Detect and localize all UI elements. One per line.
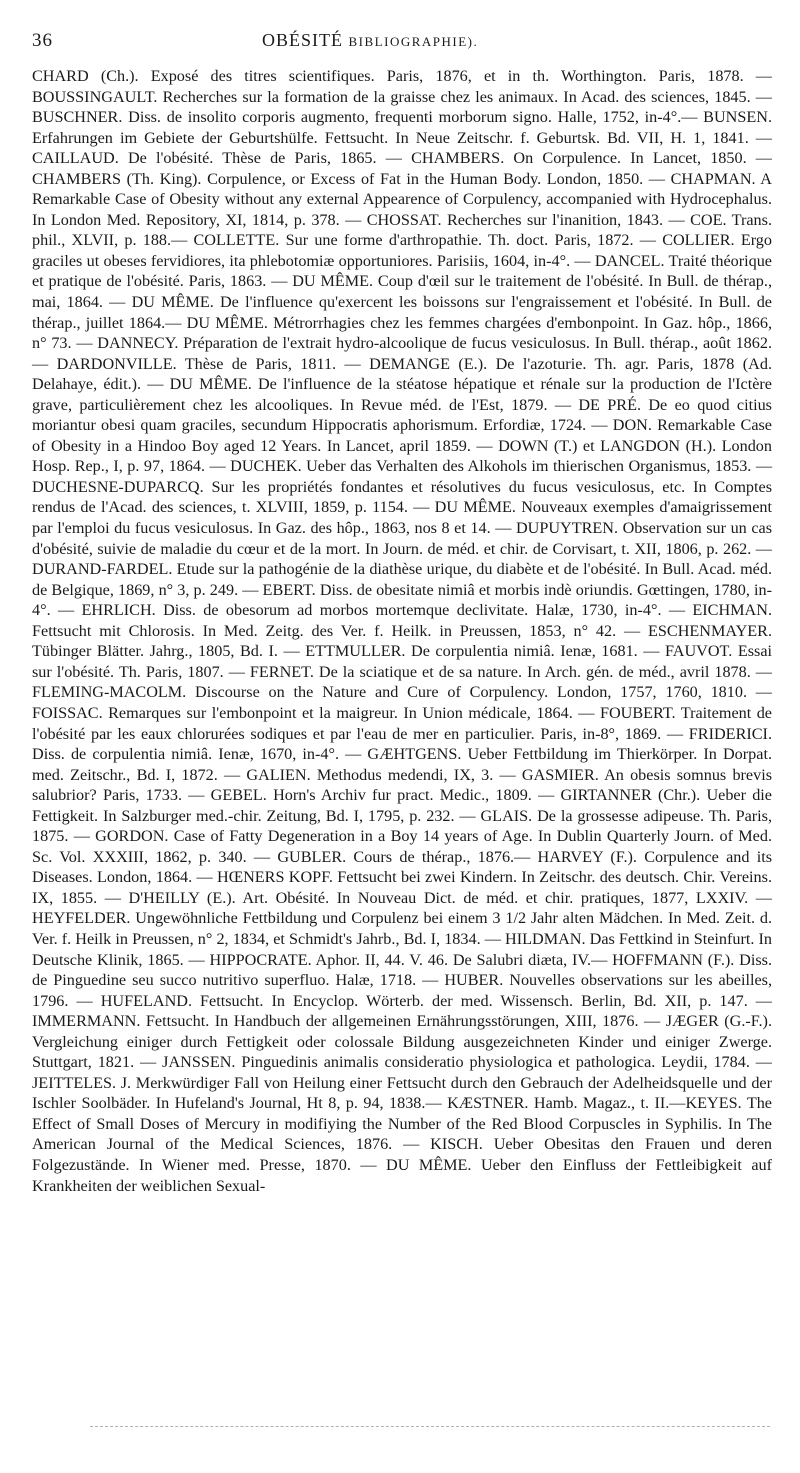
- running-title-main: OBÉSITÉ: [262, 30, 343, 50]
- page: [32, 26, 772, 1195]
- footer-rule: [90, 1426, 770, 1429]
- bibliography-text: [32, 66, 772, 1196]
- running-header: [32, 26, 772, 58]
- bibliography-paragraph: CHARD (Ch.). Exposé des titres scientifiques. Paris, 1876, et in th. Worthington. Paris, 1878. — BOUSSINGAULT. Recherches sur la formation de la graisse chez les animaux. In Acad. des sciences, 1845. — BUSCHNER. Diss. de insolito corporis augmento, frequenti morborum signo. Halle, 1752, in-4°.— BUNSEN. Erfahrungen im Gebiete der Geburtshülfe. Fettsucht. In Neue Zeitschr. f. Geburtsk. Bd. VII, H. 1, 1841. — CAILLAUD. De l'obésité. Thèse de Paris, 1865. — CHAMBERS. On Corpulence. In Lancet, 1850. — CHAMBERS (Th. King). Corpulence, or Excess of Fat in the Human Body. London, 1850. — CHAPMAN. A Remarkable Case of Obesity without any external Appearence of Corpulency, accompanied with Hydrocephalus. In London Med. Repository, XI, 1814, p. 378. — CHOSSAT. Recherches sur l'inanition, 1843. — COE. Trans. phil., XLVII, p. 188.— COLLETTE. Sur une forme d'arthropathie. Th. doct. Paris, 1872. — COLLIER. Ergo graciles ut obeses fervidiores, ita phlebotomiæ opportuniores. Parisiis, 1604, in-4°. — DANCEL. Traité théorique et pratique de l'obésité. Paris, 1863. — DU MÊME. Coup d'œil sur le traitement de l'obésité. In Bull. de thérap., mai, 1864. — DU MÊME. De l'influence qu'exercent les boissons sur l'engraissement et l'obésité. In Bull. de thérap., juillet 1864.— DU MÊME. Métrorrhagies chez les femmes chargées d'embonpoint. In Gaz. hôp., 1866, n° 73. — DANNECY. Préparation de l'extrait hydro-alcoolique de fucus vesiculosus. In Bull. thérap., août 1862. — DARDONVILLE. Thèse de Paris, 1811. — DEMANGE (E.). De l'azoturie. Th. agr. Paris, 1878 (Ad. Delahaye, édit.). — DU MÊME. De l'influence de la stéatose hépatique et rénale sur la production de l'Ictère grave, particulièrement chez les alcooliques. In Revue méd. de l'Est, 1879. — DE PRÉ. De eo quod citius moriantur obesi quam graciles, secundum Hippocratis aphorismum. Erfordiæ, 1724. — DON. Remarkable Case of Obesity in a Hindoo Boy aged 12 Years. In Lancet, april 1859. — DOWN (T.) et LANGDON (H.). London Hosp. Rep., I, p. 97, 1864. — DUCHEK. Ueber das Verhalten des Alkohols im thierischen Organismus, 1853. — DUCHESNE-DUPARCQ. Sur les propriétés fondantes et résolutives du fucus vesiculosus, etc. In Comptes rendus de l'Acad. des sciences, t. XLVIII, 1859, p. 1154. — DU MÊME. Nouveaux exemples d'amaigrissement par l'emploi du fucus vesiculosus. In Gaz. des hôp., 1863, nos 8 et 14. — DUPUYTREN. Observation sur un cas d'obésité, suivie de maladie du cœur et de la mort. In Journ. de méd. et chir. de Corvisart, t. XII, 1806, p. 262. — DURAND-FARDEL. Etude sur la pathogénie de la diathèse urique, du diabète et de l'obésité. In Bull. Acad. méd. de Belgique, 1869, n° 3, p. 249. — EBERT. Diss. de obesitate nimiâ et morbis indè oriundis. Gœttingen, 1780, in-4°. — EHRLICH. Diss. de obesorum ad morbos mortemque declivitate. Halæ, 1730, in-4°. — EICHMAN. Fettsucht mit Chlorosis. In Med. Zeitg. des Ver. f. Heilk. in Preussen, 1853, n° 42. — ESCHENMAYER. Tübinger Blätter. Jahrg., 1805, Bd. I. — ETTMULLER. De corpulentia nimiâ. Ienæ, 1681. — FAUVOT. Essai sur l'obésité. Th. Paris, 1807. — FERNET. De la sciatique et de sa nature. In Arch. gén. de méd., avril 1878. — FLEMING-MACOLM. Discourse on the Nature and Cure of Corpulency. London, 1757, 1760, 1810. — FOISSAC. Remarques sur l'embonpoint et la maigreur. In Union médicale, 1864. — FOUBERT. Traitement de l'obésité par les eaux chlorurées sodiques et par l'eau de mer en particulier. Paris, in-8°, 1869. — FRIDERICI. Diss. de corpulentia nimiâ. Ienæ, 1670, in-4°. — GÆHTGENS. Ueber Fettbildung im Thierkörper. In Dorpat. med. Zeitschr., Bd. I, 1872. — GALIEN. Methodus medendi, IX, 3. — GASMIER. An obesis somnus brevis salubrior? Paris, 1733. — GEBEL. Horn's Archiv fur pract. Medic., 1809. — GIRTANNER (Chr.). Ueber die Fettigkeit. In Salzburger med.-chir. Zeitung, Bd. I, 1795, p. 232. — GLAIS. De la grossesse adipeuse. Th. Paris, 1875. — GORDON. Case of Fatty Degeneration in a Boy 14 years of Age. In Dublin Quarterly Journ. of Med. Sc. Vol. XXXIII, 1862, p. 340. — GUBLER. Cours de thérap., 1876.— HARVEY (F.). Corpulence and its Diseases. London, 1864. — HŒNERS KOPF. Fettsucht bei zwei Kindern. In Zeitschr. des deutsch. Chir. Vereins. IX, 1855. — D'HEILLY (E.). Art. Obésité. In Nouveau Dict. de méd. et chir. pratiques, 1877, LXXIV. — HEYFELDER. Ungewöhnliche Fettbildung und Corpulenz bei einem 3 1/2 Jahr alten Mädchen. In Med. Zeit. d. Ver. f. Heilk in Preussen, n° 2, 1834, et Schmidt's Jahrb., Bd. I, 1834. — HILDMAN. Das Fettkind in Steinfurt. In Deutsche Klinik, 1865. — HIPPOCRATE. Aphor. II, 44. V. 46. De Salubri diæta, IV.— HOFFMANN (F.). Diss. de Pinguedine seu succo nutritivo superfluo. Halæ, 1718. — HUBER. Nouvelles observations sur les abeilles, 1796. — HUFELAND. Fettsucht. In Encyclop. Wörterb. der med. Wissensch. Berlin, Bd. XII, p. 147. — IMMERMANN. Fettsucht. In Handbuch der allgemeinen Ernährungsstörungen, XIII, 1876. — JÆGER (G.-F.). Vergleichung einiger durch Fettigkeit oder colossale Bildung ausgezeichneten Kinder und einiger Zwerge. Stuttgart, 1821. — JANSSEN. Pinguedinis animalis consideratio physiologica et pathologica. Leydii, 1784. — JEITTELES. J. Merkwürdiger Fall von Heilung einer Fettsucht durch den Gebrauch der Adelheidsquelle und der Ischler Soolbäder. In Hufeland's Journal, Ht 8, p. 94, 1838.— KÆSTNER. Hamb. Magaz., t. II.—KEYES. The Effect of Small Doses of Mercury in modifiying the Number of the Red Blood Corpuscles in Syphilis. In The American Journal of the Medical Sciences, 1876. — KISCH. Ueber Obesitas den Frauen und deren Folgezustände. In Wiener med. Presse, 1870. — DU MÊME. Ueber den Einfluss der Fettleibigkeit auf Krankheiten der weiblichen Sexual-: [32, 67, 772, 1195]
- running-title-sub: BIBLIOGRAPHIE).: [348, 34, 479, 49]
- page-number: 36: [32, 30, 53, 51]
- running-title: [262, 30, 478, 51]
